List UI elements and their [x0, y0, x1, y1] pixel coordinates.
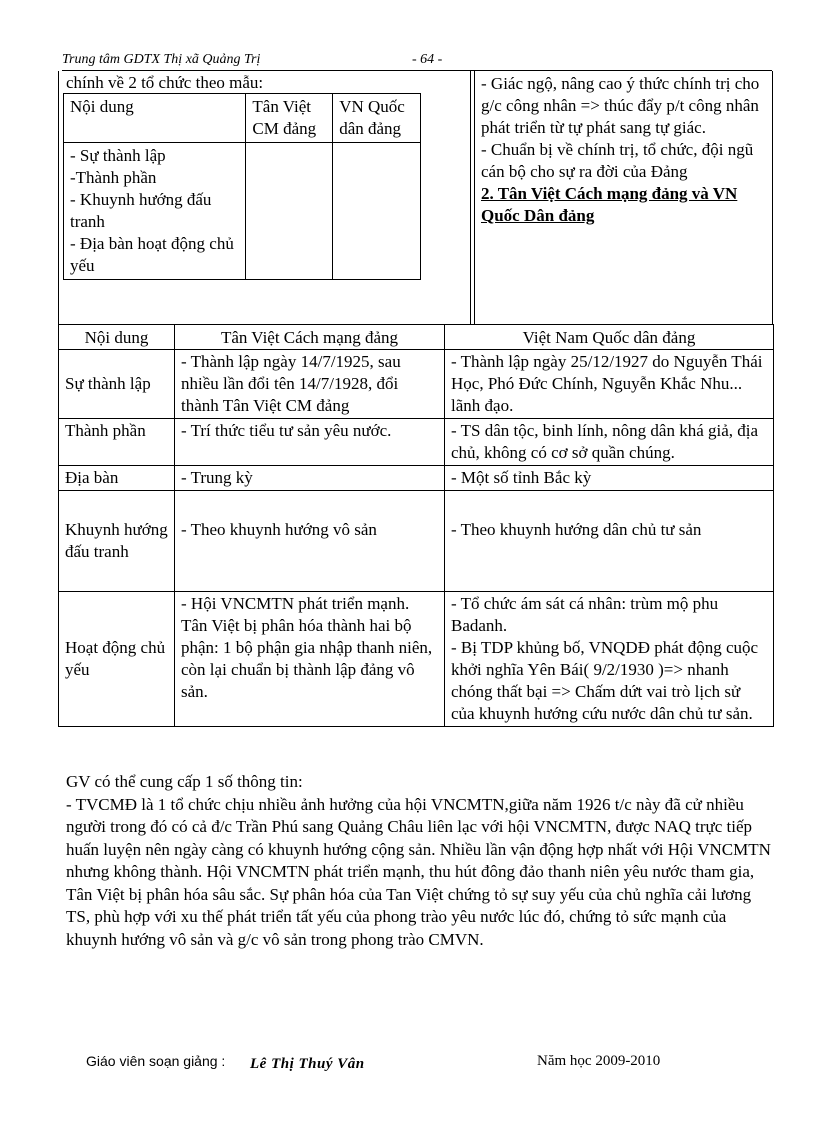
teacher-notes — [66, 771, 772, 951]
table-row — [59, 491, 774, 592]
section-heading: 2. Tân Việt Cách mạng đảng và VN Quốc Dân đảng — [481, 184, 738, 225]
cell-tanviet: - Theo khuynh hướng vô sản — [175, 491, 445, 592]
row-label: Khuynh hướng đấu tranh — [59, 491, 175, 592]
row-label: Hoạt động chủ yếu — [59, 592, 175, 727]
template-empty-cell — [246, 143, 333, 280]
column-divider — [474, 71, 475, 324]
template-row-label: - Sự thành lập — [70, 146, 166, 165]
cell-vnqdd: - Một số tỉnh Bắc kỳ — [445, 466, 774, 491]
cell-tanviet: - Trí thức tiểu tư sản yêu nước. — [175, 419, 445, 466]
table-row — [59, 419, 774, 466]
cell-tanviet: - Trung kỳ — [175, 466, 445, 491]
table-row — [59, 350, 774, 419]
template-row-labels — [64, 143, 246, 280]
right-paragraph: - Chuẩn bị về chính trị, tổ chức, đội ngũ cán bộ cho sự ra đời của Đảng — [481, 140, 754, 181]
column-divider — [470, 71, 471, 324]
template-row-label: -Thành phần — [70, 168, 157, 187]
cell-paragraph: - Bị TDP khủng bố, VNQDĐ phát động cuộc khởi nghĩa Yên Bái( 9/2/1930 )=> nhanh chóng thất bại => Chấm dứt vai trò lịch sử của khuynh hướng cứu nước dân chủ tư sản. — [451, 638, 759, 723]
template-empty-cell — [333, 143, 421, 280]
template-header-content: Nội dung — [64, 94, 246, 143]
row-label: Thành phần — [59, 419, 175, 466]
footer-teacher-label: Giáo viên soạn giảng : — [86, 1053, 226, 1069]
notes-intro: GV có thể cung cấp 1 số thông tin: — [66, 772, 303, 791]
header-center-name: Trung tâm GDTX Thị xã Quảng Trị — [62, 52, 261, 67]
row-label: Địa bàn — [59, 466, 175, 491]
table-row — [59, 466, 774, 491]
cell-vnqdd: - Thành lập ngày 25/12/1927 do Nguyễn Thái Học, Phó Đức Chính, Nguyễn Khắc Nhu... lãnh đạo. — [445, 350, 774, 419]
row-label: Sự thành lập — [59, 350, 175, 419]
right-column — [481, 73, 771, 227]
cell-tanviet: - Thành lập ngày 14/7/1925, sau nhiều lần đổi tên 14/7/1928, đổi thành Tân Việt CM đảng — [175, 350, 445, 419]
template-row-label: - Khuynh hướng đấu tranh — [70, 190, 212, 231]
column-header-vnqdd: Việt Nam Quốc dân đảng — [445, 325, 774, 350]
table-row — [59, 592, 774, 727]
template-table — [63, 93, 421, 280]
notes-body: - TVCMĐ là 1 tổ chức chịu nhiều ảnh hưởng của hội VNCMTN,giữa năm 1926 t/c này đã cử nhiều người trong đó có cả đ/c Trần Phú sang Quảng Châu liên lạc với hội VNCMTN, được NAQ trực tiếp huấn luyện nên ngày càng có khuynh hướng cộng sản. Nhiều lần vận động hợp nhất với Hội VNCMTN nhưng không thành. Hội VNCMTN phát triển mạnh, thu hút đông đảo thanh niên yêu nước tham gia, Tân Việt bị phân hóa sâu sắc. Sự phân hóa của Tan Việt chứng tỏ sự suy yếu của chủ nghĩa cải lương TS, phù hợp với xu thế phát triển tất yếu của phong trào yêu nước lúc đó, chứng tỏ sức mạnh của khuynh hướng vô sản và g/c vô sản trong phong trào CMVN. — [66, 794, 771, 949]
left-intro-text: chính về 2 tổ chức theo mẫu: — [66, 73, 264, 92]
column-header-content: Nội dung — [59, 325, 175, 350]
cell-paragraph: - Tổ chức ám sát cá nhân: trùm mộ phu Badanh. — [451, 594, 719, 635]
template-header-tanviet: Tân Việt CM đảng — [246, 94, 333, 143]
right-paragraph: - Giác ngộ, nâng cao ý thức chính trị cho g/c công nhân => thúc đẩy p/t công nhân phát triển từ tự phát sang tự giác. — [481, 74, 760, 137]
cell-vnqdd — [445, 592, 774, 727]
comparison-table — [58, 324, 774, 727]
column-header-tanviet: Tân Việt Cách mạng đảng — [175, 325, 445, 350]
cell-tanviet: - Hội VNCMTN phát triển mạnh. Tân Việt bị phân hóa thành hai bộ phận: 1 bộ phận gia nhập thanh niên, còn lại chuẩn bị thành lập đảng vô sản. — [175, 592, 445, 727]
footer-teacher-name: Lê Thị Thuý Vân — [250, 1056, 365, 1072]
footer-school-year: Năm học 2009-2010 — [537, 1053, 661, 1069]
template-row-label: - Địa bàn hoạt động chủ yếu — [70, 234, 234, 275]
cell-vnqdd: - Theo khuynh hướng dân chủ tư sản — [445, 491, 774, 592]
template-header-vnqdd: VN Quốc dân đảng — [333, 94, 421, 143]
page-number: - 64 - — [412, 52, 443, 67]
cell-vnqdd: - TS dân tộc, binh lính, nông dân khá giả, địa chủ, không có cơ sở quần chúng. — [445, 419, 774, 466]
